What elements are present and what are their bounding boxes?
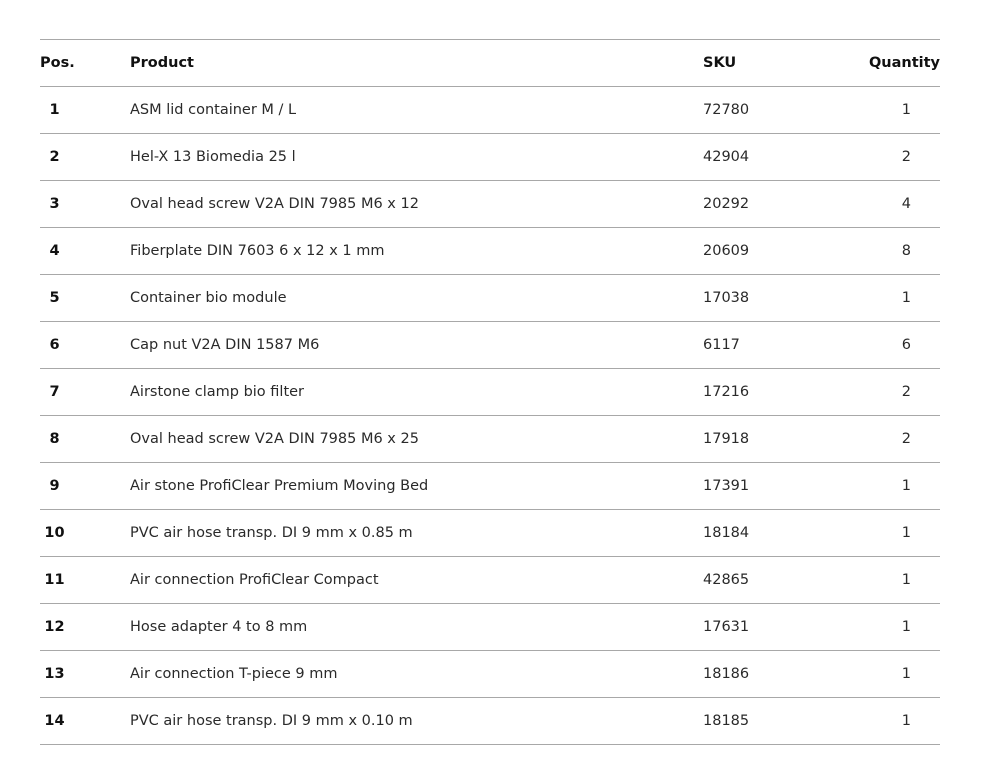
cell-sku: 17918 <box>703 431 750 447</box>
table-row <box>40 463 940 510</box>
cell-quantity: 1 <box>901 102 911 118</box>
cell-product: Fiberplate DIN 7603 6 x 12 x 1 mm <box>130 243 385 259</box>
cell-product: PVC air hose transp. DI 9 mm x 0.85 m <box>130 525 413 541</box>
cell-product: Hel-X 13 Biomedia 25 l <box>130 149 296 165</box>
cell-quantity: 1 <box>901 478 911 494</box>
table-row <box>40 181 940 228</box>
cell-pos: 9 <box>49 478 60 494</box>
cell-pos: 1 <box>49 102 60 118</box>
cell-sku: 6117 <box>703 337 740 353</box>
table-row <box>40 322 940 369</box>
cell-pos: 7 <box>49 384 60 400</box>
cell-product: Cap nut V2A DIN 1587 M6 <box>130 337 320 353</box>
cell-sku: 17631 <box>703 619 750 635</box>
cell-sku: 20292 <box>703 196 750 212</box>
table-row <box>40 698 940 745</box>
cell-sku: 18186 <box>703 666 750 682</box>
cell-pos: 11 <box>44 572 65 588</box>
parts-list-table <box>40 39 940 745</box>
cell-pos: 10 <box>44 525 65 541</box>
table-row <box>40 604 940 651</box>
cell-quantity: 2 <box>901 431 911 447</box>
cell-product: Oval head screw V2A DIN 7985 M6 x 25 <box>130 431 419 447</box>
cell-sku: 17216 <box>703 384 750 400</box>
cell-pos: 4 <box>49 243 60 259</box>
cell-quantity: 8 <box>901 243 911 259</box>
table-row <box>40 651 940 698</box>
cell-pos: 5 <box>49 290 60 306</box>
cell-product: Oval head screw V2A DIN 7985 M6 x 12 <box>130 196 419 212</box>
cell-product: Air stone ProfiClear Premium Moving Bed <box>130 478 429 494</box>
header-quantity: Quantity <box>868 55 940 71</box>
cell-pos: 6 <box>49 337 60 353</box>
header-sku: SKU <box>703 55 737 71</box>
cell-pos: 13 <box>44 666 65 682</box>
cell-sku: 42904 <box>703 149 750 165</box>
cell-product: Hose adapter 4 to 8 mm <box>130 619 308 635</box>
cell-quantity: 2 <box>901 384 911 400</box>
cell-quantity: 1 <box>901 666 911 682</box>
table-row <box>40 557 940 604</box>
cell-sku: 42865 <box>703 572 750 588</box>
table-row <box>40 416 940 463</box>
cell-pos: 3 <box>49 196 60 212</box>
cell-pos: 14 <box>44 713 65 729</box>
cell-sku: 72780 <box>703 102 750 118</box>
cell-pos: 2 <box>49 149 60 165</box>
cell-quantity: 1 <box>901 572 911 588</box>
header-product: Product <box>130 55 194 71</box>
cell-quantity: 2 <box>901 149 911 165</box>
cell-sku: 18184 <box>703 525 750 541</box>
cell-quantity: 1 <box>901 713 911 729</box>
table-header <box>40 40 940 87</box>
table-row <box>40 369 940 416</box>
table-row <box>40 87 940 134</box>
cell-pos: 12 <box>44 619 65 635</box>
cell-product: Airstone clamp bio filter <box>130 384 305 400</box>
table-row <box>40 510 940 557</box>
cell-product: Air connection T-piece 9 mm <box>130 666 338 682</box>
table-row <box>40 228 940 275</box>
header-row <box>40 40 940 87</box>
cell-quantity: 1 <box>901 525 911 541</box>
cell-product: Container bio module <box>130 290 287 306</box>
header-pos: Pos. <box>40 55 75 71</box>
cell-sku: 18185 <box>703 713 750 729</box>
cell-pos: 8 <box>49 431 60 447</box>
cell-quantity: 1 <box>901 290 911 306</box>
cell-product: ASM lid container M / L <box>130 102 297 118</box>
cell-quantity: 1 <box>901 619 911 635</box>
cell-sku: 17038 <box>703 290 750 306</box>
table-row <box>40 275 940 322</box>
cell-quantity: 4 <box>901 196 911 212</box>
cell-product: PVC air hose transp. DI 9 mm x 0.10 m <box>130 713 413 729</box>
cell-product: Air connection ProfiClear Compact <box>130 572 379 588</box>
cell-sku: 17391 <box>703 478 750 494</box>
cell-sku: 20609 <box>703 243 750 259</box>
table-body <box>40 87 940 745</box>
cell-quantity: 6 <box>901 337 911 353</box>
table-row <box>40 134 940 181</box>
